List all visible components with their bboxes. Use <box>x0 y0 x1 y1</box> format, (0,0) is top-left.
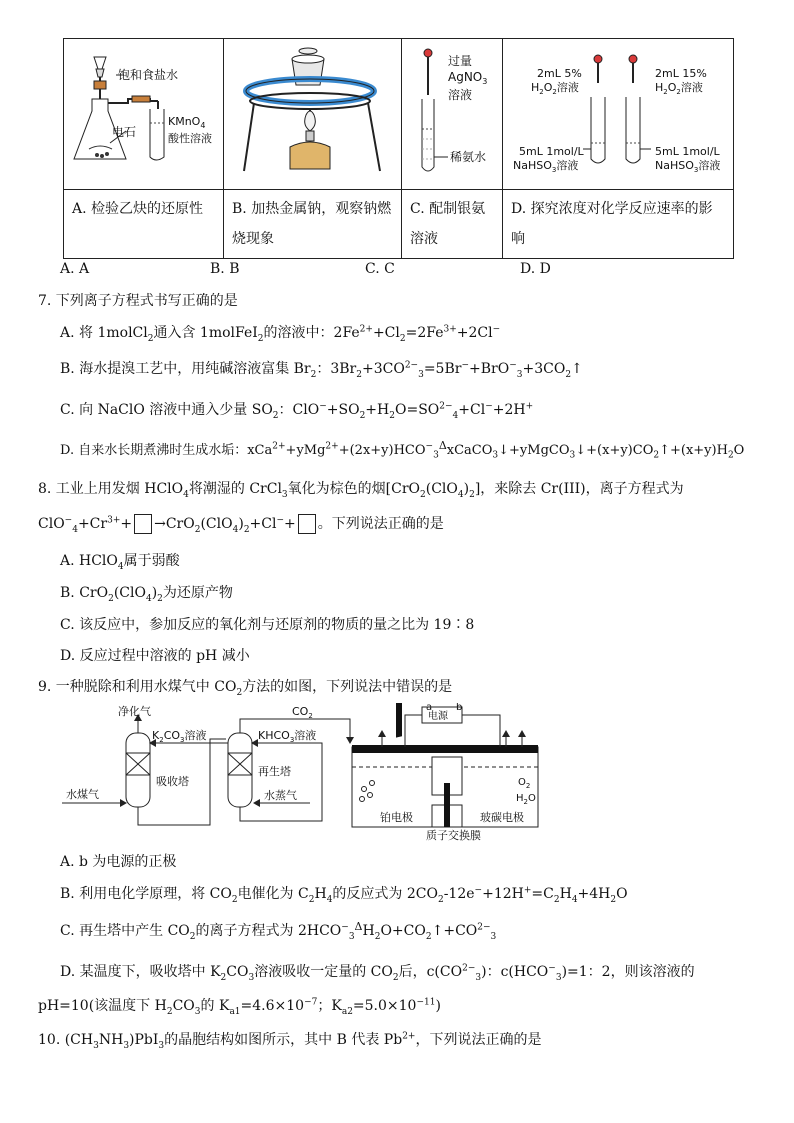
text: 电催化为 C <box>237 886 309 902</box>
text: O <box>733 443 745 458</box>
text: (ClO <box>200 516 233 532</box>
experiment-table <box>63 38 734 259</box>
sup-minus: − <box>548 963 556 974</box>
sub-2: 2 <box>272 410 279 421</box>
q10-stem <box>38 1030 541 1050</box>
q8-option-d[interactable]: D. 反应过程中溶液的 pH 减小 <box>60 648 250 664</box>
heat-delta-sign: Δ <box>354 920 363 933</box>
sub-2: 2 <box>399 333 406 344</box>
kmno4-label: KMnO <box>168 115 201 128</box>
sub-4: 4 <box>72 524 78 535</box>
text: O <box>616 886 628 902</box>
o-label: O <box>518 777 526 788</box>
sub-4: 4 <box>571 894 578 905</box>
text: +2Cl <box>456 325 493 341</box>
sub-2: 2 <box>676 88 681 96</box>
water-gas-label: 水煤气 <box>66 788 99 801</box>
sub-2: 2 <box>425 931 432 942</box>
text: +SO <box>326 402 360 418</box>
h-label: H <box>531 81 540 94</box>
sub-2: 2 <box>539 88 544 96</box>
left-bottom-label: 5mL 1mol/L <box>519 145 584 158</box>
text: B. 海水提溴工艺中，用纯碱溶液富集 Br <box>60 361 311 377</box>
text: -12e <box>443 886 475 902</box>
text: +yMg <box>285 443 326 458</box>
figure-c-cell <box>402 39 503 190</box>
q6-option-d[interactable]: D. D <box>520 261 551 277</box>
text: =5Br <box>423 361 462 377</box>
text: 的反应式为 2CO <box>332 886 438 902</box>
sub-3: 3 <box>248 972 255 983</box>
text: +4H <box>577 886 611 902</box>
solution-label: 溶液 <box>556 159 579 172</box>
text: ) <box>238 516 244 532</box>
text: ) <box>151 585 158 601</box>
text: =2Fe <box>405 325 444 341</box>
regenerator-label: 再生塔 <box>258 765 291 778</box>
absorber-label: 吸收塔 <box>156 775 189 788</box>
text: O+CO <box>380 923 426 939</box>
text: 10. (CH <box>38 1032 94 1048</box>
sup-minus: − <box>64 515 73 526</box>
text: ClO <box>38 516 65 532</box>
text: +12H <box>482 886 524 902</box>
sub-2: 2 <box>389 410 395 421</box>
text: )=1：2，则该溶液的 <box>561 964 695 980</box>
q6-option-b[interactable]: B. B <box>210 261 240 277</box>
text: ]，来除去 Cr(III)，离子方程式为 <box>474 481 684 497</box>
text: +Cl <box>249 516 277 532</box>
text: D. 自来水长期煮沸时生成水垢：xCa <box>60 443 273 458</box>
terminal-b-label: b <box>456 703 463 713</box>
text: D. 某温度下，吸收塔中 K <box>60 964 221 980</box>
sub-2: 2 <box>653 450 660 461</box>
q7-option-c[interactable] <box>60 400 533 420</box>
sup-charge: 2− <box>477 922 491 933</box>
caption-a: A. 检验乙炔的还原性 <box>64 190 224 259</box>
kmno4-subscript: 4 <box>200 121 206 130</box>
sub-3: 3 <box>492 450 499 461</box>
q8-option-a[interactable] <box>60 551 180 571</box>
sub-2: 2 <box>147 333 154 344</box>
sub-3: 3 <box>281 489 288 500</box>
text: +3CO <box>361 361 405 377</box>
text: B. 利用电化学原理，将 CO <box>60 886 232 902</box>
co2-label: CO <box>292 705 309 718</box>
o-label: O <box>543 81 553 94</box>
sup-minus: − <box>461 360 469 371</box>
sub-2: 2 <box>523 798 528 806</box>
text: H <box>362 923 375 939</box>
nahso3-label: NaHSO <box>513 159 552 172</box>
text: ↑ <box>571 361 583 377</box>
svg-text:H2O2溶液 <box>655 80 703 96</box>
sub-2: 2 <box>194 524 201 535</box>
sub-2: 2 <box>610 894 617 905</box>
text: CO <box>439 964 463 980</box>
sub-2: 2 <box>552 88 557 96</box>
q7-option-a[interactable] <box>60 323 500 343</box>
text: 的溶液中：2Fe <box>263 325 360 341</box>
text: ，下列说法正确的是 <box>415 1032 542 1048</box>
text: ：3Br <box>316 361 357 377</box>
apparatus-d-figure <box>503 39 734 185</box>
sub-2: 2 <box>663 88 668 96</box>
solution-label: 溶液 <box>184 729 207 742</box>
sub-3: 3 <box>418 369 424 380</box>
acidic-solution-label: 酸性溶液 <box>168 132 212 145</box>
sub-3: 3 <box>194 1006 201 1017</box>
text: ) <box>435 998 441 1014</box>
sub-2: 2 <box>310 369 317 380</box>
sub-3: 3 <box>490 931 497 942</box>
sub-2: 2 <box>420 489 426 500</box>
text: )PbI <box>129 1032 159 1048</box>
text: +Cl <box>458 402 486 418</box>
text: pH=10(该温度下 H <box>38 998 167 1014</box>
sub-2: 2 <box>157 593 163 604</box>
purified-gas-label: 净化气 <box>118 705 151 718</box>
sub-2: 2 <box>392 972 399 983</box>
text: + <box>284 516 296 532</box>
h-label: H <box>655 81 664 94</box>
caption-b: B. 加热金属钠，观察钠燃烧现象 <box>224 190 402 259</box>
text: +Cl <box>372 325 400 341</box>
text: ；K <box>317 998 342 1014</box>
nahso3-label: NaHSO <box>655 159 694 172</box>
q8-stem <box>38 479 684 499</box>
glassy-carbon-electrode-label: 玻碳电极 <box>480 811 524 824</box>
text: )：c( <box>481 964 514 980</box>
text: →CrO <box>154 516 195 532</box>
text: +BrO <box>469 361 510 377</box>
svg-text:KHCO3溶液 <box>258 728 316 744</box>
sub-3: 3 <box>158 1040 165 1051</box>
sup-plus: + <box>523 885 532 896</box>
khco-label: KHCO <box>258 729 290 742</box>
terminal-a-label: a <box>426 703 433 713</box>
sub-2: 2 <box>231 894 238 905</box>
blank-box[interactable] <box>298 514 316 534</box>
sub-4: 4 <box>326 894 333 905</box>
text: 9. 一种脱除和利用水煤气中 CO <box>38 679 237 695</box>
co2-removal-diagram <box>60 703 550 843</box>
text: CO <box>455 923 478 939</box>
text: +(2x+y)HCO <box>338 443 426 458</box>
sub-2: 2 <box>437 894 444 905</box>
sub-3: 3 <box>551 166 557 174</box>
caption-c: C. 配制银氨溶液 <box>402 190 503 259</box>
text: +Cr <box>77 516 108 532</box>
sup-minus: − <box>485 401 493 412</box>
sub-4: 4 <box>117 561 124 572</box>
sub-2: 2 <box>220 972 227 983</box>
q9-option-a[interactable]: A. b 为电源的正极 <box>60 854 177 870</box>
sub-2: 2 <box>189 931 196 942</box>
text: A. 将 1molCl <box>60 325 148 341</box>
sup-minus: − <box>425 441 434 452</box>
heat-delta-sign: Δ <box>438 439 447 452</box>
sub-2: 2 <box>374 931 381 942</box>
solution-label: 溶液 <box>448 88 473 102</box>
text: H <box>314 886 327 902</box>
sub-2: 2 <box>469 489 475 500</box>
q9-option-d-cont <box>38 996 441 1016</box>
text: 后，c( <box>398 964 440 980</box>
solution-label: 溶液 <box>294 729 317 742</box>
blank-box[interactable] <box>134 514 152 534</box>
q9-option-b[interactable] <box>60 884 628 904</box>
figure-d-cell <box>503 39 734 190</box>
solution-label: 溶液 <box>556 81 579 94</box>
figure-b-cell <box>224 39 402 190</box>
sup-neg7: −7 <box>304 997 318 1008</box>
text: CO <box>226 964 249 980</box>
text: C. 向 NaClO 溶液中通入少量 SO <box>60 402 273 418</box>
text: (ClO <box>113 585 146 601</box>
sup-minus: − <box>492 324 501 335</box>
sub-2: 2 <box>553 894 560 905</box>
text: =C <box>531 886 554 902</box>
sub-2: 2 <box>727 450 734 461</box>
text: NH <box>98 1032 124 1048</box>
q7-option-b[interactable] <box>60 359 583 379</box>
text: ) <box>463 481 470 497</box>
sup-2plus: 2+ <box>359 324 373 335</box>
sub-3: 3 <box>555 972 562 983</box>
sub-3: 3 <box>569 450 576 461</box>
sub-3: 3 <box>516 369 523 380</box>
text: ↑+(x+y)H <box>659 443 728 458</box>
co-label: CO <box>163 729 181 742</box>
sub-2: 2 <box>257 333 264 344</box>
sup-minus: − <box>276 515 285 526</box>
apparatus-a-figure <box>64 39 224 185</box>
sub-3: 3 <box>123 1040 130 1051</box>
sup-2plus: 2+ <box>402 1031 416 1042</box>
apparatus-c-figure <box>402 39 503 185</box>
q6-option-c[interactable]: C. C <box>365 261 395 277</box>
svg-text:CO2 <box>292 705 313 720</box>
text: ↓+(x+y)CO <box>575 443 654 458</box>
sub-3: 3 <box>475 972 482 983</box>
sub-4: 4 <box>232 524 239 535</box>
text: ：ClO <box>278 402 320 418</box>
text: HCO <box>513 964 549 980</box>
sub-3: 3 <box>180 736 185 744</box>
sub-4: 4 <box>145 593 152 604</box>
o-label: O <box>667 81 677 94</box>
text: O=SO <box>394 402 440 418</box>
sub-3: 3 <box>348 931 355 942</box>
k-label: K <box>152 729 160 742</box>
sup-neg11: −11 <box>416 997 436 1008</box>
q6-option-a[interactable]: A. A <box>60 261 90 277</box>
sup-minus: − <box>509 360 517 371</box>
sup-3plus: 3+ <box>107 515 121 526</box>
text: +3CO <box>522 361 566 377</box>
sub-2: 2 <box>356 369 362 380</box>
platinum-electrode-label: 铂电极 <box>380 811 413 824</box>
sup-2plus: 2+ <box>272 441 286 452</box>
q7-stem: 7. 下列离子方程式书写正确的是 <box>38 293 238 309</box>
carbide-label: 电石 <box>112 125 137 139</box>
sup-minus: − <box>474 885 483 896</box>
agno3-label: AgNO <box>448 70 483 84</box>
caption-d: D. 探究浓度对化学反应速率的影响 <box>503 190 734 259</box>
sup-plus: + <box>525 401 534 412</box>
svg-text:K2CO3溶液 <box>152 728 207 744</box>
text: ↓+yMgCO <box>498 443 570 458</box>
pem-label: 质子交换膜 <box>426 829 481 842</box>
text: 为还原产物 <box>162 585 233 601</box>
sub-2: 2 <box>565 369 572 380</box>
sub-3: 3 <box>93 1040 99 1051</box>
salt-water-label: 饱和食盐水 <box>118 68 179 82</box>
text: A. HClO <box>60 553 118 569</box>
q9-option-c[interactable] <box>60 921 496 942</box>
svg-text:H2O2溶液 <box>531 80 579 96</box>
svg-text:NaHSO3溶液 <box>655 158 720 174</box>
dilute-ammonia-label: 稀氨水 <box>450 150 487 164</box>
sub-3: 3 <box>289 736 295 744</box>
steam-label: 水蒸气 <box>264 789 297 802</box>
text: +2H <box>492 402 526 418</box>
sub-2: 2 <box>308 712 313 720</box>
svg-text:KMnO4 <box>168 115 205 130</box>
sup-charge: 2− <box>462 963 476 974</box>
sup-2plus: 2+ <box>325 441 339 452</box>
text: 通入含 1molFeI <box>153 325 258 341</box>
text: 方法的如图，下列说法中错误的是 <box>242 679 453 695</box>
text: 的离子方程式为 2 <box>195 923 307 939</box>
text: H <box>559 886 572 902</box>
sub-a1: a1 <box>229 1006 241 1017</box>
text: 将潮湿的 CrCl <box>188 481 282 497</box>
excess-label: 过量 <box>448 54 473 68</box>
right-top-label: 2mL 15% <box>655 67 707 80</box>
q8-option-b[interactable] <box>60 583 233 603</box>
sub-2: 2 <box>359 410 366 421</box>
figure-a-cell <box>64 39 224 190</box>
text: B. CrO <box>60 585 109 601</box>
svg-text:AgNO3 <box>448 70 487 86</box>
sup-charge: 2− <box>439 401 453 412</box>
text: CO <box>172 998 195 1014</box>
sub-2: 2 <box>243 524 250 535</box>
text: HCO <box>306 923 342 939</box>
q7-option-d[interactable] <box>60 441 744 461</box>
text: xCaCO <box>446 443 493 458</box>
text: 溶液吸收一定量的 CO <box>254 964 393 980</box>
sub-2: 2 <box>159 736 164 744</box>
o-label: O <box>528 793 536 804</box>
sub-4: 4 <box>457 489 464 500</box>
text: 氧化为棕色的烟[CrO <box>287 481 420 497</box>
solution-label: 溶液 <box>698 159 721 172</box>
sub-a2: a2 <box>341 1006 353 1017</box>
q9-option-d[interactable] <box>60 962 695 982</box>
text: 8. 工业上用发烟 HClO <box>38 481 184 497</box>
text: 的晶胞结构如图所示，其中 B 代表 Pb <box>164 1032 403 1048</box>
text: C. 再生塔中产生 CO <box>60 923 190 939</box>
q8-option-c[interactable]: C. 该反应中，参加反应的氧化剂与还原剂的物质的量之比为 19∶8 <box>60 617 475 633</box>
sub-2: 2 <box>525 782 531 790</box>
sub-2: 2 <box>308 894 315 905</box>
text: +H <box>365 402 390 418</box>
agno3-subscript: 3 <box>482 77 488 86</box>
sub-2: 2 <box>236 687 243 698</box>
q8-equation <box>38 514 444 534</box>
left-top-label: 2mL 5% <box>537 67 582 80</box>
sub-2: 2 <box>166 1006 173 1017</box>
text: (ClO <box>425 481 458 497</box>
sub-4: 4 <box>452 410 459 421</box>
text: 。下列说法正确的是 <box>317 516 444 532</box>
text: ↑+ <box>431 923 456 939</box>
text: =4.6×10 <box>240 998 305 1014</box>
text: =5.0×10 <box>352 998 417 1014</box>
q9-stem <box>38 677 452 697</box>
sub-4: 4 <box>183 489 189 500</box>
power-source-label: 电源 <box>428 711 448 722</box>
text: 的 K <box>200 998 230 1014</box>
sup-3plus: 3+ <box>443 324 457 335</box>
sub-2: 2 <box>108 593 114 604</box>
sub-3: 3 <box>693 166 699 174</box>
apparatus-b-figure <box>224 39 402 185</box>
solution-label: 溶液 <box>680 81 703 94</box>
sup-minus: − <box>319 401 327 412</box>
sup-minus: − <box>341 922 349 933</box>
h-label: H <box>516 793 524 804</box>
sup-charge: 2− <box>404 360 419 371</box>
text: + <box>120 516 133 532</box>
sub-3: 3 <box>433 450 439 461</box>
text: 属于弱酸 <box>123 553 180 569</box>
svg-text:NaHSO3溶液 <box>513 158 578 174</box>
right-bottom-label: 5mL 1mol/L <box>655 145 720 158</box>
